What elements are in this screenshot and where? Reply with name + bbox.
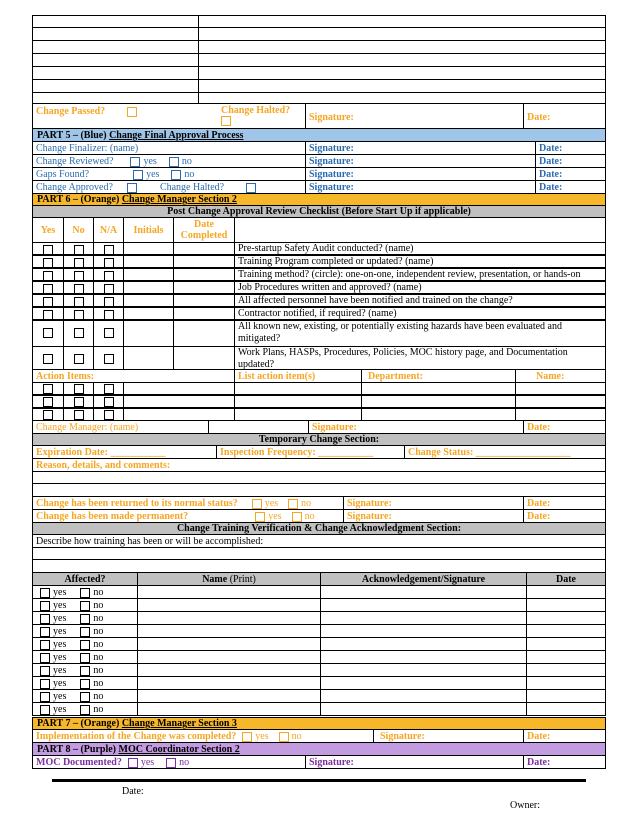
name-field[interactable] [137, 651, 320, 663]
action-field[interactable] [361, 396, 515, 407]
name-field[interactable] [137, 690, 320, 702]
checklist-row [32, 307, 606, 320]
name-field[interactable] [137, 677, 320, 689]
no-label: no [93, 587, 104, 598]
part5-header-prefix: PART 5 – (Blue) [37, 130, 110, 141]
training-line-2[interactable] [32, 559, 606, 573]
yes-label: yes [53, 652, 67, 663]
part7-header-title: Change Manager Section 3 [121, 718, 237, 729]
initials-field[interactable] [123, 321, 173, 346]
date-field[interactable] [526, 599, 605, 611]
checklist-title: Post Change Approval Review Checklist (Before Start Up if applicable) [167, 206, 471, 217]
no-label: no [301, 498, 312, 509]
yes-label: yes [143, 156, 157, 167]
checklist-no-checkbox[interactable] [74, 284, 84, 293]
returned-signature[interactable]: Signature: [343, 497, 523, 509]
date-completed-field[interactable] [173, 308, 234, 319]
initials-field[interactable] [123, 282, 173, 293]
no-label: no [291, 731, 302, 742]
checklist-item-text: Training Program completed or updated? (name) [238, 256, 434, 267]
action-field[interactable] [515, 396, 605, 407]
name-label: Name: [515, 370, 605, 382]
affected-no-checkbox[interactable] [80, 692, 90, 702]
date-field[interactable]: Date: [523, 104, 605, 128]
checklist-row [32, 268, 606, 281]
ack-field[interactable] [320, 651, 526, 663]
no-label: no [93, 652, 104, 663]
action-row [32, 382, 606, 395]
action-field[interactable] [123, 383, 234, 394]
action-field[interactable] [123, 409, 234, 420]
initials-field[interactable] [123, 256, 173, 267]
name-field[interactable] [137, 638, 320, 650]
impl-yes-checkbox[interactable] [242, 732, 252, 742]
ack-field[interactable] [320, 586, 526, 598]
department-label: Department: [361, 370, 515, 382]
change-halted-label: Change Halted? [221, 105, 291, 116]
part5-header-title: Change Final Approval Process [109, 130, 244, 141]
reviewed-signature[interactable]: Signature: [305, 155, 535, 167]
documented-no-checkbox[interactable] [166, 758, 176, 768]
manager-name-field[interactable]: Change Manager: (name) [36, 422, 139, 433]
checklist-item-text: updated? [238, 359, 275, 369]
no-label: no [93, 704, 104, 715]
impl-signature[interactable]: Signature: [373, 730, 523, 742]
no-label: no [181, 156, 192, 167]
checklist-yes-checkbox[interactable] [43, 258, 53, 267]
date-field[interactable] [526, 586, 605, 598]
date-field[interactable] [526, 703, 605, 715]
checklist-item-text: Pre-startup Safety Audit conducted? (name) [238, 243, 414, 254]
yes-label: yes [268, 511, 282, 522]
checklist-item-text: Contractor notified, if required? (name) [238, 308, 397, 319]
checklist-na-checkbox[interactable] [104, 258, 114, 267]
date-completed-field[interactable] [173, 347, 234, 369]
documented-label: MOC Documented? [36, 757, 122, 768]
finalizer-field[interactable]: Change Finalizer: (name) [36, 143, 139, 154]
ack-field[interactable] [320, 664, 526, 676]
affected-no-checkbox[interactable] [80, 614, 90, 624]
checklist-yes-checkbox[interactable] [43, 328, 53, 338]
reviewed-no-checkbox[interactable] [169, 157, 179, 167]
no-label: no [93, 600, 104, 611]
initials-field[interactable] [123, 269, 173, 280]
impl-label: Implementation of the Change was completed? [36, 731, 237, 742]
reviewed-date[interactable]: Date: [535, 155, 605, 167]
training-row [32, 689, 606, 703]
affected-yes-checkbox[interactable] [40, 666, 50, 676]
reason-line-2[interactable] [32, 483, 606, 497]
checklist-no-checkbox[interactable] [74, 354, 84, 364]
checklist-row [32, 320, 606, 347]
part8-header-prefix: PART 8 – (Purple) [37, 744, 119, 755]
date-completed-field[interactable] [173, 282, 234, 293]
affected-yes-checkbox[interactable] [40, 588, 50, 598]
training-row [32, 676, 606, 690]
date-completed-field[interactable] [173, 269, 234, 280]
action-checkbox[interactable] [43, 397, 53, 407]
finalizer-signature[interactable]: Signature: [305, 142, 535, 154]
gaps-no-checkbox[interactable] [171, 170, 181, 180]
date-field[interactable] [526, 625, 605, 637]
part6-header-title: Change Manager Section 2 [121, 194, 237, 205]
checklist-na-checkbox[interactable] [104, 271, 114, 280]
reviewed-yes-checkbox[interactable] [130, 157, 140, 167]
checklist-no-checkbox[interactable] [74, 245, 84, 254]
manager-date[interactable]: Date: [523, 421, 605, 433]
affected-yes-checkbox[interactable] [40, 614, 50, 624]
col-ack: Acknowledgement/Signature [320, 573, 526, 585]
halted-label: Change Halted? [159, 182, 225, 193]
affected-no-checkbox[interactable] [80, 601, 90, 611]
date-field[interactable] [526, 651, 605, 663]
checklist-row [32, 346, 606, 370]
reviewed-label: Change Reviewed? [36, 156, 114, 167]
ack-field[interactable] [320, 612, 526, 624]
approved-date[interactable]: Date: [535, 181, 605, 193]
affected-yes-checkbox[interactable] [40, 627, 50, 637]
change-passed-label: Change Passed? [36, 106, 106, 117]
col-initials: Initials [123, 218, 173, 242]
training-row [32, 650, 606, 664]
action-checkbox[interactable] [43, 410, 53, 420]
returned-no-checkbox[interactable] [288, 499, 298, 509]
date-field[interactable] [526, 690, 605, 702]
ack-field[interactable] [320, 625, 526, 637]
action-field[interactable] [361, 383, 515, 394]
name-field[interactable] [137, 664, 320, 676]
col-na: N/A [93, 218, 123, 242]
no-label: no [93, 691, 104, 702]
training-row [32, 624, 606, 638]
checklist-yes-checkbox[interactable] [43, 297, 53, 306]
yes-label: yes [53, 665, 67, 676]
date-completed-field[interactable] [173, 256, 234, 267]
action-field[interactable] [234, 383, 361, 394]
no-label: no [93, 678, 104, 689]
yes-label: yes [53, 600, 67, 611]
approved-checkbox[interactable] [127, 183, 137, 193]
col-affected: Affected? [64, 574, 106, 585]
checklist-item-text: Job Procedures written and approved? (name) [238, 282, 422, 293]
name-field[interactable] [137, 599, 320, 611]
documented-yes-checkbox[interactable] [128, 758, 138, 768]
action-checkbox[interactable] [74, 397, 84, 407]
action-field[interactable] [515, 409, 605, 420]
checklist-item-text: All affected personnel have been notified and trained on the change? [238, 295, 513, 306]
date-field[interactable] [526, 612, 605, 624]
name-field[interactable] [137, 586, 320, 598]
approved-signature[interactable]: Signature: [305, 181, 535, 193]
no-label: no [179, 757, 190, 768]
checklist-no-checkbox[interactable] [74, 258, 84, 267]
halted-checkbox[interactable] [246, 183, 256, 193]
col-no: No [63, 218, 93, 242]
yes-label: yes [53, 691, 67, 702]
manager-signature[interactable]: Signature: [308, 421, 523, 433]
action-items-label: Action Items: [36, 371, 95, 382]
col-date-completed: Date Completed [173, 218, 234, 242]
no-label: no [184, 169, 195, 180]
returned-yes-checkbox[interactable] [252, 499, 262, 509]
training-row [32, 702, 606, 716]
date-completed-field[interactable] [173, 321, 234, 346]
initials-field[interactable] [123, 347, 173, 369]
expiration-field[interactable]: Expiration Date: ___________ [36, 447, 166, 458]
checklist-yes-checkbox[interactable] [43, 271, 53, 280]
checklist-no-checkbox[interactable] [74, 310, 84, 319]
reason-label: Reason, details, and comments: [36, 460, 171, 471]
impl-no-checkbox[interactable] [279, 732, 289, 742]
approved-label: Change Approved? [36, 182, 113, 193]
no-label: no [93, 639, 104, 650]
checklist-row [32, 281, 606, 294]
action-checkbox[interactable] [104, 397, 114, 407]
affected-no-checkbox[interactable] [80, 666, 90, 676]
checklist-no-checkbox[interactable] [74, 297, 84, 306]
affected-yes-checkbox[interactable] [40, 692, 50, 702]
change-passed-checkbox[interactable] [127, 107, 137, 117]
no-label: no [93, 626, 104, 637]
documented-signature[interactable]: Signature: [305, 756, 523, 768]
finalizer-date[interactable]: Date: [535, 142, 605, 154]
initials-field[interactable] [123, 295, 173, 306]
checklist-item-text: Work Plans, HASPs, Procedures, Policies, MOC history page, and Documentation [238, 347, 568, 358]
yes-label: yes [53, 587, 67, 598]
initials-field[interactable] [123, 308, 173, 319]
action-field[interactable] [123, 396, 234, 407]
col-date: Date [526, 573, 605, 585]
yes-label: yes [53, 704, 67, 715]
signature-field[interactable]: Signature: [305, 104, 523, 128]
ack-field[interactable] [320, 638, 526, 650]
affected-no-checkbox[interactable] [80, 640, 90, 650]
checklist-yes-checkbox[interactable] [43, 284, 53, 293]
ack-field[interactable] [320, 703, 526, 715]
yes-label: yes [53, 626, 67, 637]
yes-label: yes [53, 678, 67, 689]
part7-header-prefix: PART 7 – (Orange) [37, 718, 122, 729]
checklist-yes-checkbox[interactable] [43, 245, 53, 254]
permanent-date[interactable]: Date: [523, 510, 605, 522]
name-field[interactable] [137, 612, 320, 624]
col-yes: Yes [40, 225, 56, 236]
status-field[interactable]: Change Status: ___________________ [404, 446, 605, 458]
permanent-no-checkbox[interactable] [292, 512, 302, 522]
permanent-signature[interactable]: Signature: [343, 510, 523, 522]
training-title: Change Training Verification & Change Acknowledgment Section: [176, 523, 462, 534]
returned-label: Change has been returned to its normal status? [36, 498, 238, 509]
footer-date: Date: [122, 786, 144, 797]
footer-owner: Owner: [510, 800, 540, 811]
ack-field[interactable] [320, 677, 526, 689]
temporary-title: Temporary Change Section: [258, 434, 380, 445]
action-field[interactable] [234, 396, 361, 407]
gaps-date[interactable]: Date: [535, 168, 605, 180]
checklist-item-text: mitigated? [238, 333, 281, 344]
ack-field[interactable] [320, 599, 526, 611]
checklist-na-checkbox[interactable] [104, 328, 114, 338]
checklist-item-text: Training method? (circle): one-on-one, independent review, presentation, or hands-on [238, 269, 581, 280]
gaps-label: Gaps Found? [36, 169, 90, 180]
name-field[interactable] [137, 703, 320, 715]
checklist-na-checkbox[interactable] [104, 354, 114, 364]
permanent-label: Change has been made permanent? [36, 511, 189, 522]
col-name: Name [202, 574, 228, 585]
checklist-row [32, 242, 606, 255]
checklist-yes-checkbox[interactable] [43, 354, 53, 364]
action-row [32, 395, 606, 408]
affected-no-checkbox[interactable] [80, 627, 90, 637]
checklist-no-checkbox[interactable] [74, 328, 84, 338]
gaps-yes-checkbox[interactable] [133, 170, 143, 180]
list-action-label: List action item(s) [234, 370, 361, 382]
initials-field[interactable] [123, 243, 173, 254]
part8-header-title: MOC Coordinator Section 2 [118, 744, 240, 755]
impl-date[interactable]: Date: [523, 730, 605, 742]
name-field[interactable] [137, 625, 320, 637]
date-completed-field[interactable] [173, 295, 234, 306]
affected-no-checkbox[interactable] [80, 588, 90, 598]
date-field[interactable] [526, 638, 605, 650]
action-checkbox[interactable] [43, 384, 53, 394]
action-checkbox[interactable] [74, 384, 84, 394]
documented-date[interactable]: Date: [523, 756, 605, 768]
date-field[interactable] [526, 677, 605, 689]
affected-yes-checkbox[interactable] [40, 705, 50, 715]
affected-no-checkbox[interactable] [80, 653, 90, 663]
action-field[interactable] [234, 409, 361, 420]
no-label: no [304, 511, 315, 522]
checklist-row [32, 294, 606, 307]
date-field[interactable] [526, 664, 605, 676]
checklist-na-checkbox[interactable] [104, 284, 114, 293]
training-row [32, 611, 606, 625]
yes-label: yes [146, 169, 160, 180]
checklist-yes-checkbox[interactable] [43, 310, 53, 319]
affected-yes-checkbox[interactable] [40, 679, 50, 689]
action-field[interactable] [361, 409, 515, 420]
action-checkbox[interactable] [74, 410, 84, 420]
checklist-no-checkbox[interactable] [74, 271, 84, 280]
ack-field[interactable] [320, 690, 526, 702]
checklist-row [32, 255, 606, 268]
training-row [32, 637, 606, 651]
affected-yes-checkbox[interactable] [40, 640, 50, 650]
inspection-field[interactable]: Inspection Frequency: ___________ [216, 446, 404, 458]
gaps-signature[interactable]: Signature: [305, 168, 535, 180]
yes-label: yes [53, 613, 67, 624]
checklist-na-checkbox[interactable] [104, 245, 114, 254]
affected-yes-checkbox[interactable] [40, 601, 50, 611]
part6-header-prefix: PART 6 – (Orange) [37, 194, 122, 205]
action-checkbox[interactable] [104, 384, 114, 394]
affected-no-checkbox[interactable] [80, 679, 90, 689]
affected-yes-checkbox[interactable] [40, 653, 50, 663]
yes-label: yes [53, 639, 67, 650]
affected-no-checkbox[interactable] [80, 705, 90, 715]
training-row [32, 663, 606, 677]
returned-date[interactable]: Date: [523, 497, 605, 509]
training-row [32, 585, 606, 599]
col-name-suffix: (Print) [227, 574, 256, 585]
no-label: no [93, 665, 104, 676]
yes-label: yes [255, 731, 269, 742]
checklist-na-checkbox[interactable] [104, 310, 114, 319]
permanent-yes-checkbox[interactable] [255, 512, 265, 522]
training-describe: Describe how training has been or will be accomplished: [36, 536, 264, 547]
footer-rule [52, 779, 586, 782]
checklist-item-text: All known new, existing, or potentially existing hazards have been evaluated and [238, 321, 562, 332]
no-label: no [93, 613, 104, 624]
training-row [32, 598, 606, 612]
action-checkbox[interactable] [104, 410, 114, 420]
yes-label: yes [264, 498, 279, 509]
change-halted-checkbox[interactable] [221, 116, 231, 126]
action-field[interactable] [515, 383, 605, 394]
checklist-na-checkbox[interactable] [104, 297, 114, 306]
date-completed-field[interactable] [173, 243, 234, 254]
yes-label: yes [140, 757, 155, 768]
